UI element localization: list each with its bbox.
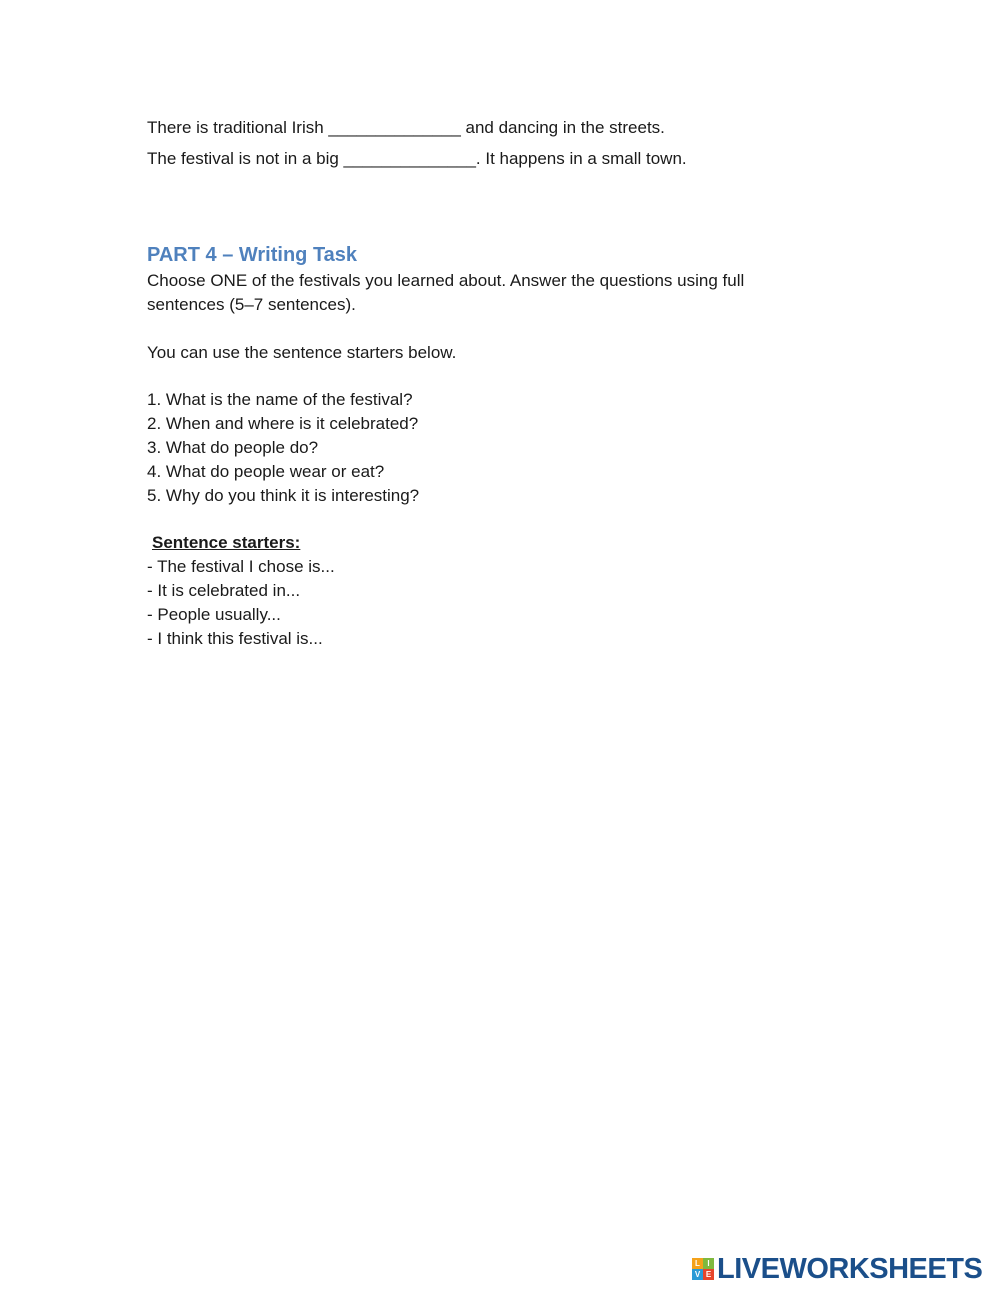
liveworksheets-logo-icon <box>692 1258 714 1280</box>
question-1: 1. What is the name of the festival? <box>147 390 413 409</box>
instructions-line-1: Choose ONE of the festivals you learned about. Answer the questions using full <box>147 271 745 290</box>
liveworksheets-logo-text: LIVEWORKSHEETS <box>717 1253 983 1285</box>
instructions-line-2: sentences (5–7 sentences). <box>147 295 356 314</box>
exercise-sentence-1: There is traditional Irish ______________ and dancing in the streets. <box>147 118 665 137</box>
starter-4: - I think this festival is... <box>147 629 323 648</box>
logo-mark-letter: I <box>703 1258 714 1269</box>
question-2: 2. When and where is it celebrated? <box>147 414 419 433</box>
starter-3: - People usually... <box>147 605 281 624</box>
starters-note: You can use the sentence starters below. <box>147 343 457 362</box>
sentence-starters-title: Sentence starters: <box>152 533 301 552</box>
question-4: 4. What do people wear or eat? <box>147 462 385 481</box>
logo-mark-letter: L <box>692 1258 703 1269</box>
exercise-sentence-2: The festival is not in a big ______________. It happens in a small town. <box>147 149 687 168</box>
question-3: 3. What do people do? <box>147 438 319 457</box>
question-5: 5. Why do you think it is interesting? <box>147 486 420 505</box>
logo-mark-letter: E <box>703 1269 714 1280</box>
logo-mark-letter: V <box>692 1269 703 1280</box>
starter-1: - The festival I chose is... <box>147 557 335 576</box>
liveworksheets-logo <box>692 1254 982 1284</box>
part4-heading: PART 4 – Writing Task <box>147 244 358 266</box>
starter-2: - It is celebrated in... <box>147 581 301 600</box>
